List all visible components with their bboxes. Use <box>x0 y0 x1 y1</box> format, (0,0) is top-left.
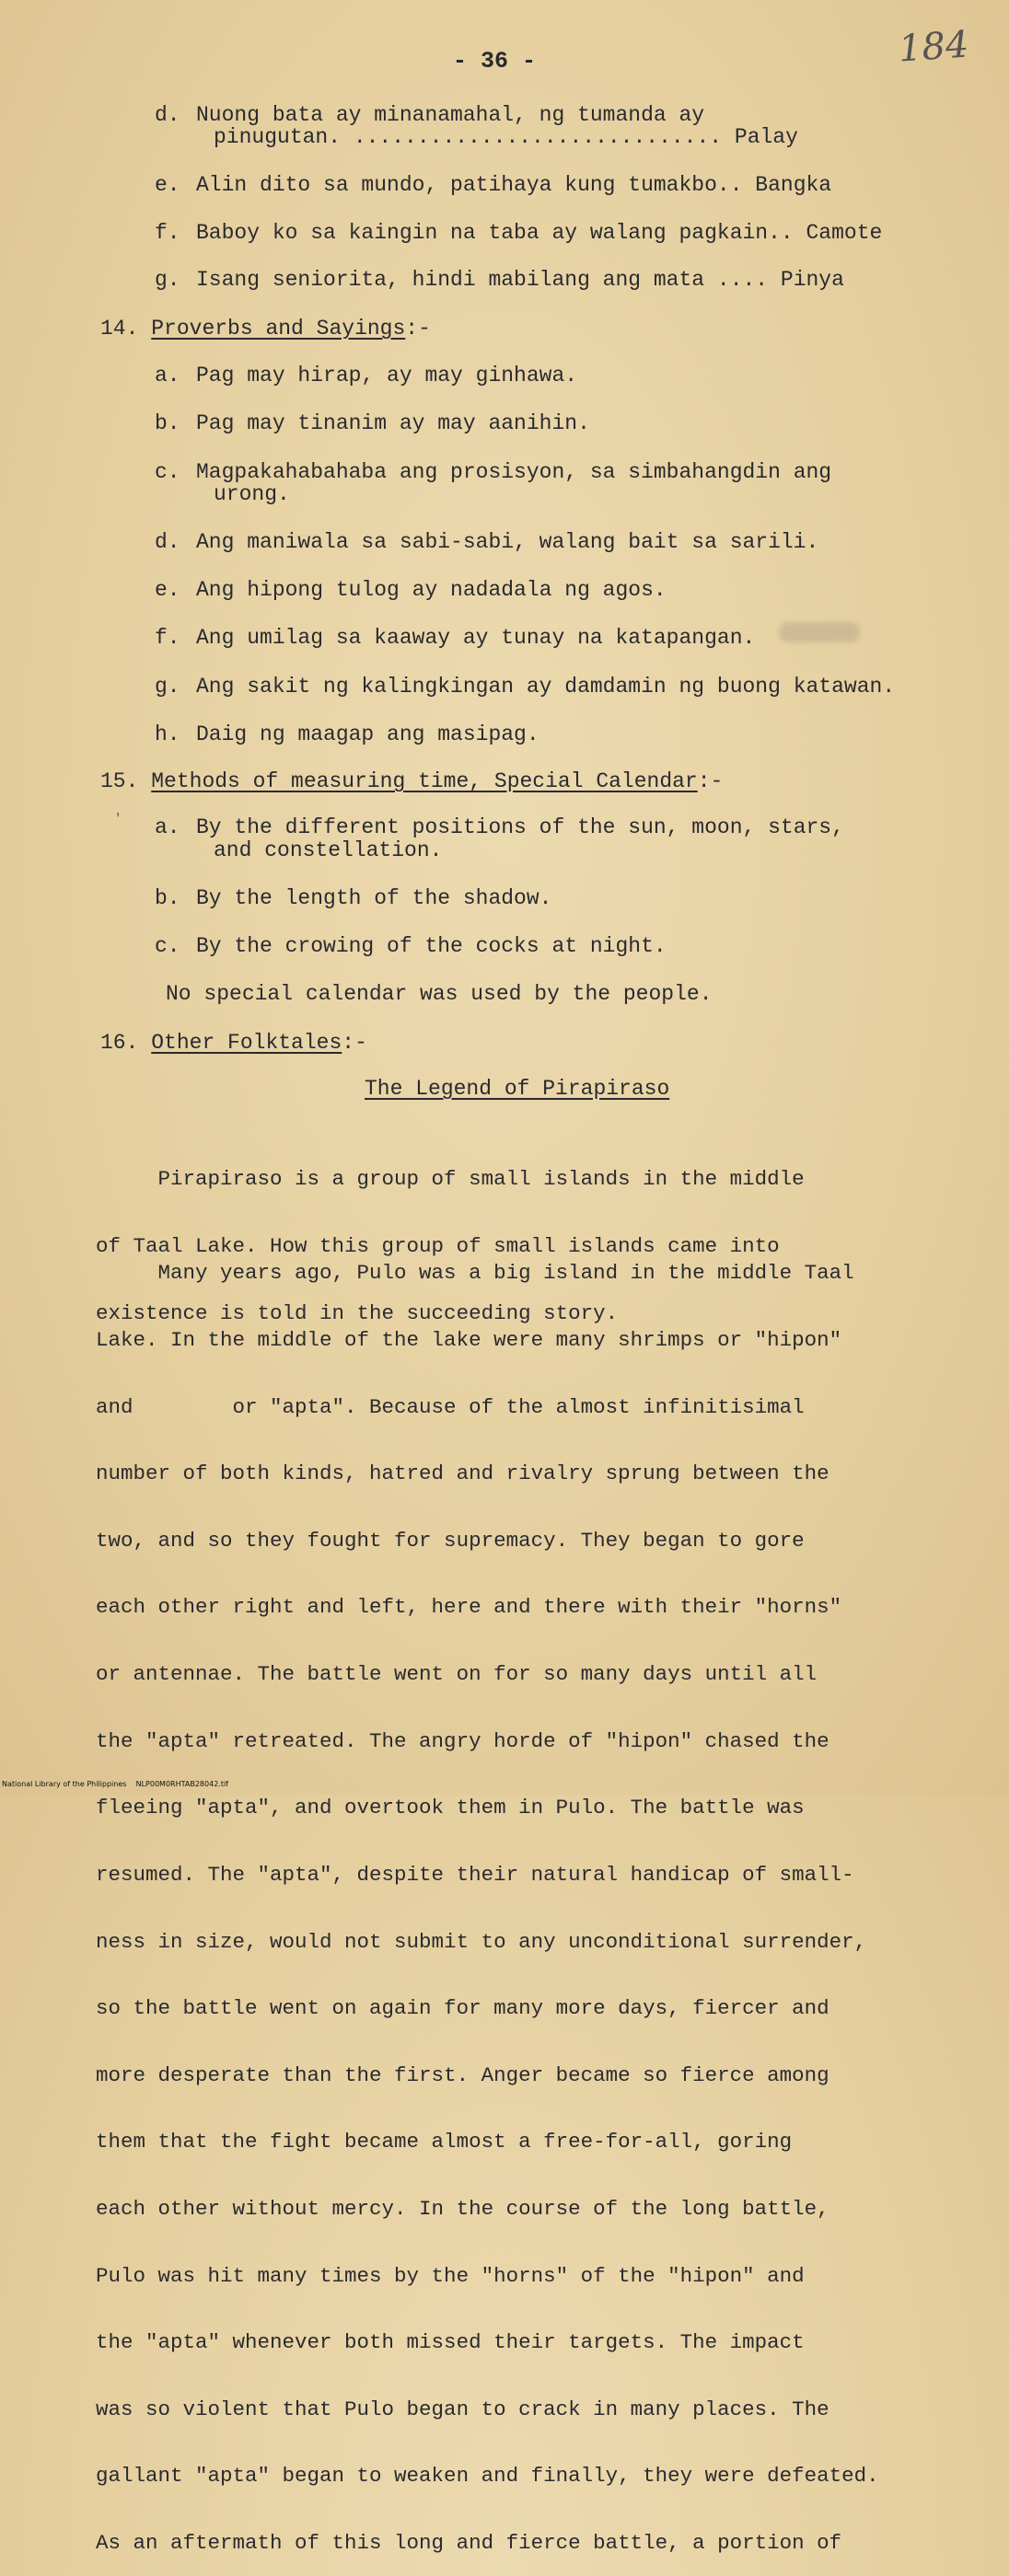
proverb-c-line1: Magpakahabahaba ang prosisyon, sa simbahangdin ang <box>196 460 832 484</box>
section-title: Methods of measuring time, Special Calendar <box>151 769 698 793</box>
method-b-letter: b. <box>155 886 180 910</box>
body-line: Many years ago, Pulo was a big island in the middle Taal <box>96 1261 854 1286</box>
section-14-heading <box>100 317 431 341</box>
riddle-f-letter: f. <box>155 221 180 245</box>
body-line: was so violent that Pulo began to crack in many places. The <box>96 2397 829 2421</box>
body-line: resumed. The "apta", despite their natural handicap of small- <box>96 1862 854 1887</box>
page-number: - 36 - <box>453 48 537 75</box>
proverb-b-text: Pag may tinanim ay may aanihin. <box>196 411 590 435</box>
proverb-h-text: Daig ng maagap ang masipag. <box>196 722 539 746</box>
body-line: more desperate than the first. Anger became so fierce among <box>96 2062 829 2087</box>
body-line: fleeing "apta", and overtook them in Pulo. The battle was <box>96 1796 805 1820</box>
riddle-d-letter: d. <box>155 103 180 127</box>
proverb-c-line2: urong. <box>214 482 290 506</box>
calendar-note: No special calendar was used by the people. <box>166 982 713 1006</box>
riddle-g-text: Isang seniorita, hindi mabilang ang mata .... Pinya <box>196 268 844 292</box>
proverb-g-letter: g. <box>155 675 180 699</box>
section-number: 15. <box>100 769 139 793</box>
body-line: so the battle went on again for many more days, fiercer and <box>96 1996 829 2021</box>
proverb-f-text: Ang umilag sa kaaway ay tunay na katapangan. <box>196 626 756 650</box>
handwritten-folio-number: 184 <box>897 23 970 71</box>
proverb-a-text: Pag may hirap, ay may ginhawa. <box>196 364 578 387</box>
section-suffix: :- <box>342 1031 367 1055</box>
section-16-heading <box>100 1031 367 1055</box>
riddle-d-line2: pinugutan. ............................. Palay <box>214 125 798 149</box>
proverb-d-letter: d. <box>155 530 180 554</box>
body-line: number of both kinds, hatred and rivalry sprung between the <box>96 1461 829 1486</box>
body-line: the "apta" whenever both missed their targets. The impact <box>96 2330 805 2355</box>
proverb-e-text: Ang hipong tulog ay nadadala ng agos. <box>196 578 667 602</box>
intro-line: existence is told in the succeeding story. <box>96 1300 619 1325</box>
body-line: each other without mercy. In the course of the long battle, <box>96 2196 829 2221</box>
section-number: 14. <box>100 317 139 341</box>
section-suffix: :- <box>405 317 431 341</box>
body-line: ness in size, would not submit to any unconditional surrender, <box>96 1929 867 1954</box>
ink-smudge <box>779 622 860 642</box>
body-line: each other right and left, here and there with their "horns" <box>96 1595 842 1620</box>
method-c-letter: c. <box>155 934 180 958</box>
body-line: Pulo was hit many times by the "horns" of the "hipon" and <box>96 2263 805 2288</box>
proverb-b-letter: b. <box>155 411 180 435</box>
story-body <box>96 1218 879 2576</box>
riddle-f-text: Baboy ko sa kaingin na taba ay walang pagkain.. Camote <box>196 221 883 245</box>
body-line: and or "apta". Because of the almost infinitisimal <box>96 1394 805 1419</box>
story-title: The Legend of Pirapiraso <box>365 1077 670 1101</box>
body-line: or antennae. The battle went on for so many days until all <box>96 1662 818 1687</box>
riddle-d-line1: Nuong bata ay minanamahal, ng tumanda ay <box>196 103 705 127</box>
intro-line: Pirapiraso is a group of small islands in the middle <box>96 1167 805 1192</box>
body-line: gallant "apta" began to weaken and finally, they were defeated. <box>96 2464 879 2489</box>
body-line: As an aftermath of this long and fierce battle, a portion of <box>96 2530 842 2555</box>
method-a-line2: and constellation. <box>214 838 443 862</box>
archive-footer: National Library of the Philippines NLP00M0RHTAB28042.tif <box>2 1780 228 1788</box>
method-a-line1: By the different positions of the sun, moon, stars, <box>196 815 844 839</box>
riddle-e-letter: e. <box>155 173 180 197</box>
body-line: the "apta" retreated. The angry horde of "hipon" chased the <box>96 1728 829 1753</box>
riddle-g-letter: g. <box>155 268 180 292</box>
proverb-g-text: Ang sakit ng kalingkingan ay damdamin ng buong katawan. <box>196 675 896 699</box>
body-line: Lake. In the middle of the lake were many shrimps or "hipon" <box>96 1328 842 1353</box>
proverb-h-letter: h. <box>155 722 180 746</box>
proverb-e-letter: e. <box>155 578 180 602</box>
section-title: Other Folktales <box>151 1031 342 1055</box>
method-a-letter: a. <box>155 815 180 839</box>
proverb-a-letter: a. <box>155 364 180 387</box>
method-b-text: By the length of the shadow. <box>196 886 552 910</box>
section-15-heading <box>100 769 723 793</box>
proverb-c-letter: c. <box>155 460 180 484</box>
section-suffix: :- <box>697 769 724 793</box>
body-line: them that the fight became almost a free-for-all, goring <box>96 2130 793 2154</box>
section-number: 16. <box>100 1031 139 1055</box>
riddle-e-text: Alin dito sa mundo, patihaya kung tumakbo.. Bangka <box>196 173 832 197</box>
proverb-f-letter: f. <box>155 626 180 650</box>
body-line: two, and so they fought for supremacy. They began to gore <box>96 1528 805 1553</box>
method-c-text: By the crowing of the cocks at night. <box>196 934 667 958</box>
margin-mark: ' <box>114 812 122 826</box>
proverb-d-text: Ang maniwala sa sabi-sabi, walang bait sa sarili. <box>196 530 819 554</box>
section-title: Proverbs and Sayings <box>151 317 406 341</box>
intro-line: of Taal Lake. How this group of small islands came into <box>96 1234 780 1259</box>
